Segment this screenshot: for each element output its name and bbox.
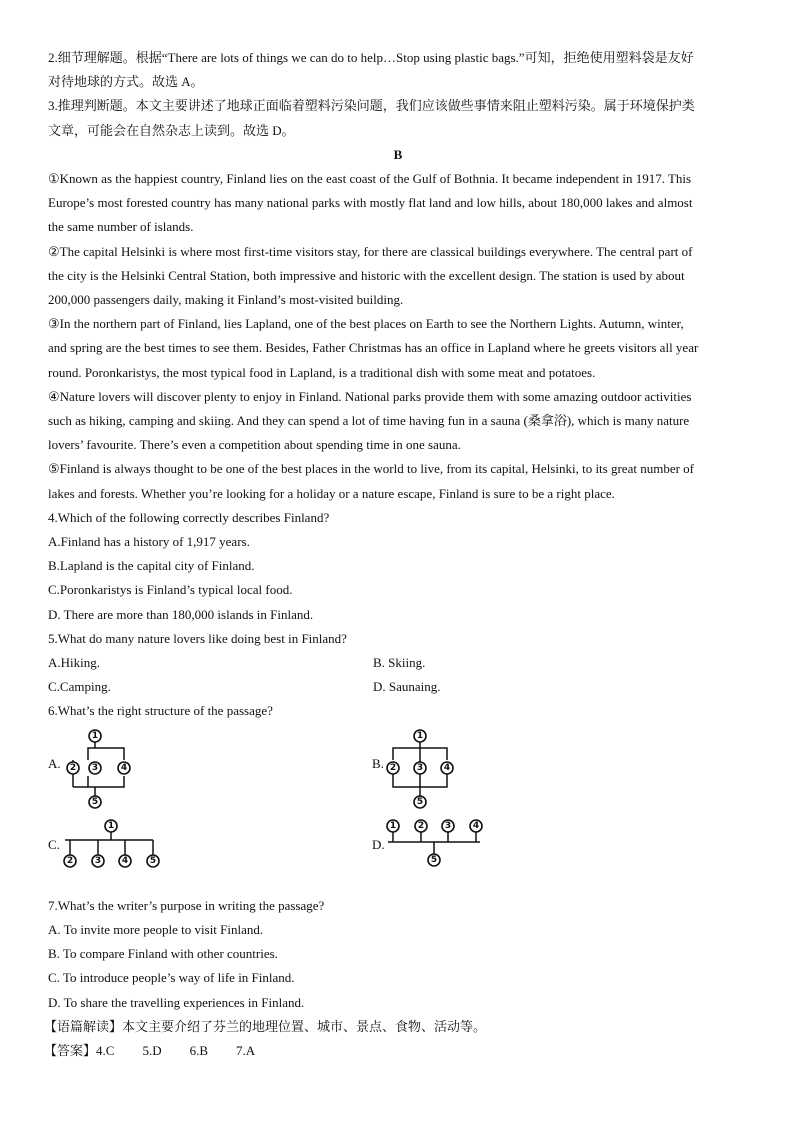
node-1 bbox=[387, 820, 399, 832]
question-6 bbox=[48, 699, 748, 893]
passage-line: ①Known as the happiest country, Finland lies on the east coast of the Gulf of Bothnia. It became independent in 1917. This bbox=[48, 171, 692, 187]
svg-text:5: 5 bbox=[149, 855, 157, 866]
passage-line: lovers’ favourite. There’s even a competition about spending time in one sauna. bbox=[48, 437, 461, 453]
option-c: C. To introduce people’s way of life in Finland. bbox=[48, 970, 295, 986]
node-1 bbox=[105, 820, 117, 832]
passage-line: Europe’s most forested country has many national parks with mostly flat land and low hills, about 180,000 lakes and almost bbox=[48, 195, 693, 211]
passage-line: 200,000 passengers daily, making it Finland’s most-visited building. bbox=[48, 292, 404, 308]
answer-item: 4.C bbox=[96, 1042, 115, 1058]
node-2 bbox=[67, 762, 79, 774]
node-3 bbox=[89, 762, 101, 774]
option-c: C.Poronkaristys is Finland’s typical local food. bbox=[48, 582, 293, 598]
svg-text:2: 2 bbox=[66, 855, 74, 866]
node-5 bbox=[147, 855, 159, 867]
paragraph-3 bbox=[48, 312, 748, 385]
structure-diagram-b bbox=[372, 730, 482, 820]
passage-line: ⑤Finland is always thought to be one of the best places in the world to live, from its capital, Helsinki, to its great number of bbox=[48, 461, 695, 477]
node-3 bbox=[92, 855, 104, 867]
option-label: A. bbox=[48, 755, 61, 771]
passage-line: the city is the Helsinki Central Station, both impressive and historic with the excellent design. The station is used by about bbox=[48, 267, 685, 283]
node-2 bbox=[64, 855, 76, 867]
option-label: D. bbox=[372, 836, 385, 852]
analysis-text: 本文主要介绍了芬兰的地理位置、城市、景点、食物、活动等。 bbox=[122, 1018, 487, 1034]
answer-item: 7.A bbox=[236, 1042, 256, 1058]
answer-item: 6.B bbox=[189, 1042, 208, 1058]
explanation-line: 2.细节理解题。根据“There are lots of things we can do to help…Stop using plastic bags.”可知，拒绝使用塑料袋是友好 bbox=[48, 50, 694, 65]
node-4 bbox=[119, 855, 131, 867]
question-4 bbox=[48, 506, 748, 627]
explanation-line: 3.推理判断题。本文主要讲述了地球正面临着塑料污染问题，我们应该做些事情来阻止塑料污染。属于环境保护类 bbox=[48, 98, 695, 114]
question-5 bbox=[48, 627, 748, 700]
svg-text:2: 2 bbox=[417, 820, 425, 831]
svg-text:5: 5 bbox=[91, 796, 99, 807]
analysis-label: 【语篇解读】 bbox=[44, 1018, 123, 1034]
node-1 bbox=[414, 730, 426, 742]
paragraph-5 bbox=[48, 457, 748, 505]
option-label: B. bbox=[372, 755, 384, 771]
text-analysis bbox=[44, 1015, 748, 1039]
passage-line: and spring are the best times to see them. Besides, Father Christmas has an office in Lapland where he greets visitors all year bbox=[48, 340, 699, 356]
passage-line: ②The capital Helsinki is where most first-time visitors stay, for there are classical buildings everywhere. The central part of bbox=[48, 243, 693, 259]
option-label: C. bbox=[48, 836, 60, 852]
node-5 bbox=[428, 854, 440, 866]
svg-text:4: 4 bbox=[472, 820, 480, 831]
svg-text:1: 1 bbox=[91, 730, 99, 741]
svg-text:3: 3 bbox=[91, 762, 99, 773]
node-2 bbox=[415, 820, 427, 832]
answer-label: 【答案】 bbox=[44, 1042, 97, 1058]
svg-text:1: 1 bbox=[107, 820, 115, 831]
svg-text:1: 1 bbox=[416, 730, 424, 741]
passage-line: ④Nature lovers will discover plenty to enjoy in Finland. National parks provide them with some amazing outdoor activities bbox=[48, 388, 692, 404]
structure-diagram-c bbox=[48, 820, 168, 876]
top-explanations bbox=[48, 46, 748, 143]
passage-line: round. Poronkaristys, the most typical food in Lapland, is a traditional dish with some meat and potatoes. bbox=[48, 364, 596, 380]
option-d: D. There are more than 180,000 islands in Finland. bbox=[48, 606, 314, 622]
answer-key bbox=[44, 1039, 748, 1063]
node-1 bbox=[89, 730, 101, 742]
structure-diagram-d bbox=[372, 820, 492, 876]
node-3 bbox=[414, 762, 426, 774]
question-stem: 6.What’s the right structure of the passage? bbox=[48, 703, 273, 719]
question-stem: 7.What’s the writer’s purpose in writing the passage? bbox=[48, 897, 325, 913]
option-a: A.Finland has a history of 1,917 years. bbox=[48, 534, 250, 550]
paragraph-1 bbox=[48, 167, 748, 240]
node-4 bbox=[441, 762, 453, 774]
section-label: B bbox=[393, 146, 403, 162]
option-b: B.Lapland is the capital city of Finland. bbox=[48, 558, 255, 574]
svg-text:5: 5 bbox=[416, 796, 424, 807]
option-d: D. Saunaing. bbox=[373, 679, 441, 695]
explanation-line: 对待地球的方式。故选 A。 bbox=[48, 74, 204, 90]
node-2 bbox=[387, 762, 399, 774]
svg-text:4: 4 bbox=[443, 762, 451, 773]
svg-text:5: 5 bbox=[430, 854, 438, 865]
node-4 bbox=[118, 762, 130, 774]
explanation-line: 文章，可能会在自然杂志上读到。故选 D。 bbox=[48, 122, 295, 138]
passage-line: lakes and forests. Whether you’re looking for a holiday or a nature escape, Finland is sure to be a right place. bbox=[48, 485, 615, 501]
answer-item: 5.D bbox=[142, 1042, 162, 1058]
question-stem: 5.What do many nature lovers like doing best in Finland? bbox=[48, 630, 347, 646]
svg-text:3: 3 bbox=[94, 855, 102, 866]
structure-diagrams bbox=[48, 724, 748, 894]
svg-text:4: 4 bbox=[121, 855, 129, 866]
question-stem: 4.Which of the following correctly describes Finland? bbox=[48, 509, 330, 525]
svg-text:4: 4 bbox=[120, 762, 128, 773]
node-3 bbox=[442, 820, 454, 832]
passage-line: ③In the northern part of Finland, lies Lapland, one of the best places on Earth to see the Northern Lights. Autumn, winter, bbox=[48, 316, 684, 332]
option-b: B. To compare Finland with other countries. bbox=[48, 946, 278, 962]
option-b: B. Skiing. bbox=[373, 655, 426, 671]
question-7 bbox=[48, 894, 748, 1015]
option-d: D. To share the travelling experiences in Finland. bbox=[48, 994, 305, 1010]
paragraph-2 bbox=[48, 240, 748, 313]
document-page bbox=[44, 46, 748, 1063]
option-c: C.Camping. bbox=[48, 679, 111, 695]
passage-line: such as hiking, camping and skiing. And they can spend a lot of time having fun in a sauna (桑拿浴), which is many nature bbox=[48, 413, 690, 429]
node-5 bbox=[89, 796, 101, 808]
option-a: A. To invite more people to visit Finland. bbox=[48, 921, 264, 937]
paragraph-4 bbox=[48, 385, 748, 458]
structure-diagram-a bbox=[48, 730, 158, 820]
passage-line: the same number of islands. bbox=[48, 219, 194, 235]
svg-text:2: 2 bbox=[69, 762, 77, 773]
svg-text:2: 2 bbox=[389, 762, 397, 773]
option-a: A.Hiking. bbox=[48, 655, 100, 671]
svg-text:3: 3 bbox=[416, 762, 424, 773]
passage bbox=[48, 167, 748, 506]
node-5 bbox=[414, 796, 426, 808]
svg-text:3: 3 bbox=[444, 820, 452, 831]
node-4 bbox=[470, 820, 482, 832]
svg-text:1: 1 bbox=[389, 820, 397, 831]
